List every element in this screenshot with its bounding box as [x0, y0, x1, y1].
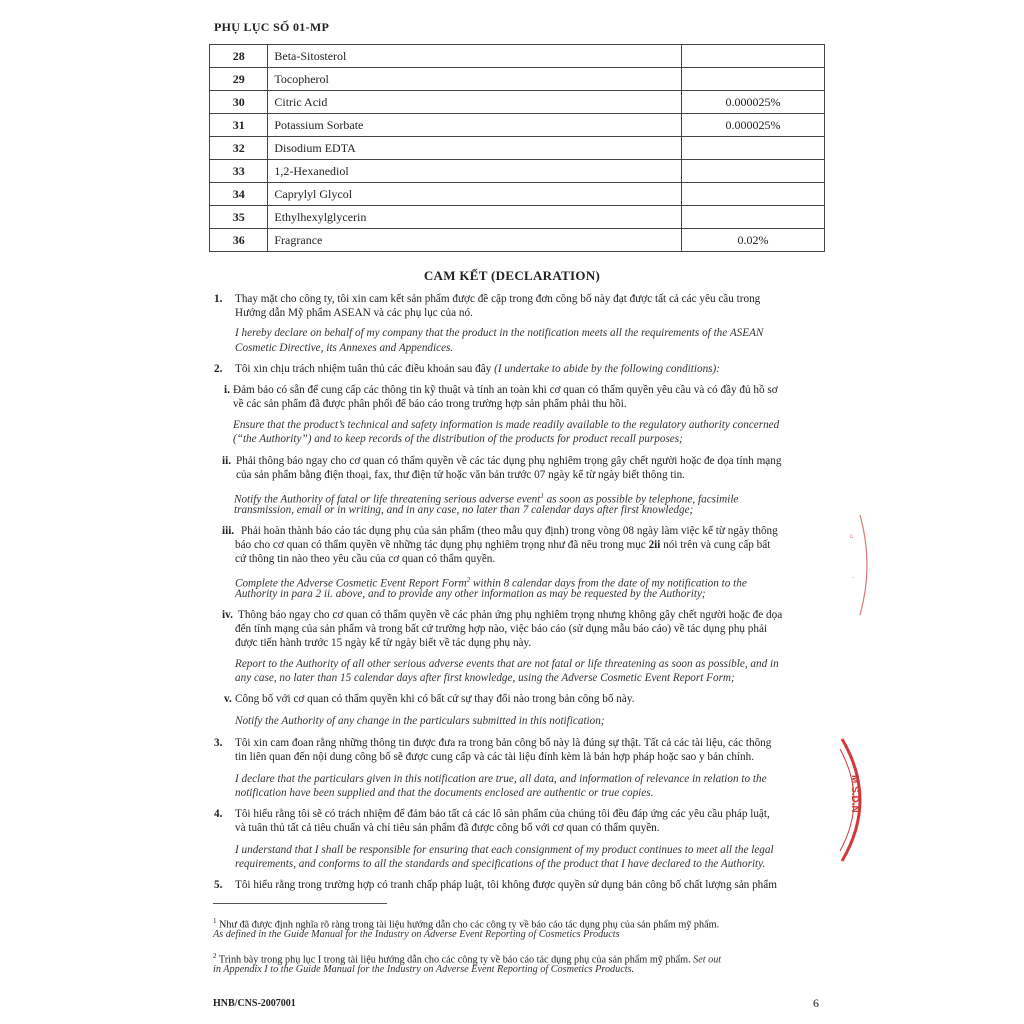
svg-text:·: ·	[852, 573, 855, 582]
table-row	[210, 183, 825, 206]
table-row	[210, 45, 825, 68]
sub-ii-en-line1: Notify the Authority of fatal or life threatening serious adverse event$^1$ as soon as possible by telephone, facsimile	[234, 492, 739, 506]
sub-iii-en-line2: Authority in para 2 ii. above, and to provide any other information as may be requested by the Authority;	[235, 588, 706, 600]
sub-iii-vi-line3: cứ thông tin nào theo yêu cầu của cơ quan có thẩm quyền.	[235, 553, 496, 565]
item-5-number: 5.	[214, 879, 223, 891]
sub-i-marker: i.	[224, 384, 230, 396]
sub-i-vi-line1: Đảm bảo có sẵn để cung cấp các thông tin kỹ thuật và tính an toàn khi cơ quan có thẩm quyền yêu cầu và có đầy đủ hồ sơ	[233, 384, 778, 396]
sub-i-en-line1: Ensure that the product’s technical and safety information is made readily available to the regulatory authority concerned	[233, 419, 780, 431]
appendix-header: PHỤ LỤC SỐ 01-MP	[214, 20, 330, 34]
item-2-en: (I undertake to abide by the following conditions):	[494, 363, 720, 375]
sub-v-vi: Công bố với cơ quan có thẩm quyền khi có bất cứ sự thay đổi nào trong bản công bố này.	[235, 693, 635, 705]
sub-i-vi-line2: về các sản phẩm đã được phân phối để báo cáo trong trường hợp sản phẩm phải thu hồi.	[233, 398, 627, 410]
sub-ii-marker: ii.	[222, 455, 232, 467]
sub-iv-marker: iv.	[222, 609, 233, 621]
ingredient-percent: 0.02%	[682, 229, 825, 252]
ingredient-name: Ethylhexylglycerin	[268, 206, 682, 229]
sub-iv-en-line1: Report to the Authority of all other serious adverse events that are not fatal or life threatening as soon as possible, and in	[235, 658, 779, 670]
item-1-en-line2: Cosmetic Directive, its Annexes and Appendices.	[235, 342, 454, 354]
sub-i-en-line2: (“the Authority”) and to keep records of the distribution of the products for product recall purposes;	[233, 433, 683, 445]
table-row	[210, 206, 825, 229]
item-3-en-line2: notification have been supplied and that the documents enclosed are authentic or true copies.	[235, 787, 654, 799]
ingredient-name: Caprylyl Glycol	[268, 183, 682, 206]
ingredient-percent: 0.000025%	[682, 91, 825, 114]
stamp-label: M.S.D.N	[849, 775, 860, 813]
footnote-1-vi: $^1$ Như đã được định nghĩa rõ ràng trong tài liệu hướng dẫn cho các công ty về báo cáo tác dụng phụ của sản phẩm mỹ phẩm.	[213, 917, 720, 931]
item-2-line	[235, 362, 720, 377]
ingredient-name: Disodium EDTA	[268, 137, 682, 160]
row-number: 29	[210, 68, 268, 91]
sub-iv-en-line2: any case, no later than 15 calendar days after first knowledge, using the Adverse Cosmetic Event Report Form;	[235, 672, 735, 684]
row-number: 31	[210, 114, 268, 137]
sub-iii-vi-line1: Phải hoàn thành báo cáo tác dụng phụ của sản phẩm (theo mẫu quy định) trong vòng 08 ngày làm việc kể từ ngày thông	[241, 525, 778, 537]
sub-iv-vi-line2: đến tính mạng của sản phẩm và trong bất cứ trường hợp nào, việc báo cáo (sử dụng mẫu báo cáo) về tác dụng phụ phải	[235, 623, 768, 635]
ingredient-name: Potassium Sorbate	[268, 114, 682, 137]
item-5-vi: Tôi hiểu rằng trong trường hợp có tranh chấp pháp luật, tôi không được quyền sử dụng bản công bố chất lượng sản phẩm	[235, 879, 777, 891]
table-row	[210, 229, 825, 252]
ingredient-percent	[682, 45, 825, 68]
item-4-number: 4.	[214, 808, 223, 820]
footnote-divider	[213, 903, 387, 904]
svg-text:ᶜ: ᶜ	[850, 532, 854, 542]
ingredient-name: Citric Acid	[268, 91, 682, 114]
row-number: 32	[210, 137, 268, 160]
item-3-en-line1: I declare that the particulars given in this notification are true, all data, and information of relevance in relation to the	[235, 773, 767, 785]
ingredient-name: Beta-Sitosterol	[268, 45, 682, 68]
row-number: 36	[210, 229, 268, 252]
row-number: 30	[210, 91, 268, 114]
stamp-top-fragment	[840, 510, 870, 620]
item-4-vi-line1: Tôi hiểu rằng tôi sẽ có trách nhiệm để đảm bảo tất cả các lô sản phẩm của chúng tôi đều đáp ứng các yêu cầu pháp luật,	[235, 808, 770, 820]
footnote-2-en: in Appendix I to the Guide Manual for the Industry on Adverse Event Reporting of Cosmetics Products.	[213, 964, 635, 975]
ingredient-percent	[682, 183, 825, 206]
sub-iii-vi-line2: báo cho cơ quan có thẩm quyền về những tác dụng phụ nghiêm trọng như đã nêu trong mục 2ii nói trên và cung cấp bất	[235, 539, 771, 551]
page-number: 6	[813, 996, 819, 1010]
sub-ii-vi-line2: của sản phẩm bằng điện thoại, fax, thư điện tử hoặc văn bản trước 07 ngày kể từ ngày biết thông tin.	[236, 469, 685, 481]
table-row	[210, 91, 825, 114]
sub-ii-en-line2: transmission, email or in writing, and in any case, no later than 7 calendar days after first knowledge;	[234, 504, 694, 516]
sub-iii-en-line1: Complete the Adverse Cosmetic Event Report Form$^2$ within 8 calendar days from the date of my notification to the	[235, 576, 747, 590]
item-1-vi-line1: Thay mặt cho công ty, tôi xin cam kết sản phẩm được đề cập trong đơn công bố này đạt được tất cả các yêu cầu trong	[235, 293, 761, 305]
ingredient-percent	[682, 206, 825, 229]
stamp-msdn	[838, 735, 874, 865]
sub-iii-marker: iii.	[222, 525, 235, 537]
sub-iv-vi-line1: Thông báo ngay cho cơ quan có thẩm quyền về các phản ứng phụ nghiêm trọng nhưng không gây chết người hoặc đe dọa	[238, 609, 783, 621]
ingredients-table	[209, 44, 825, 252]
item-3-number: 3.	[214, 737, 223, 749]
footnote-1-en: As defined in the Guide Manual for the Industry on Adverse Event Reporting of Cosmetics Products	[213, 929, 620, 940]
item-1-en-line1: I hereby declare on behalf of my company that the product in the notification meets all the requirements of the ASEAN	[235, 327, 764, 339]
footnote-2-vi: $^2$ Trình bày trong phụ lục I trong tài liệu hướng dẫn cho các công ty về báo cáo tác dụng phụ của sản phẩm mỹ phẩm. Set out	[213, 952, 722, 966]
row-number: 28	[210, 45, 268, 68]
ingredient-percent	[682, 160, 825, 183]
ingredient-percent	[682, 137, 825, 160]
item-4-en-line2: requirements, and conforms to all the standards and specifications of the product that I have declared to the Authority.	[235, 858, 766, 870]
item-3-vi-line1: Tôi xin cam đoan rằng những thông tin được đưa ra trong bản công bố này là đúng sự thật. Tất cả các tài liệu, các thông	[235, 737, 772, 749]
ingredient-percent: 0.000025%	[682, 114, 825, 137]
item-4-en-line1: I understand that I shall be responsible for ensuring that each consignment of my product continues to meet all the legal	[235, 844, 774, 856]
sub-v-marker: v.	[224, 693, 232, 705]
item-1-number: 1.	[214, 293, 223, 305]
document-code: HNB/CNS-2007001	[213, 998, 296, 1009]
item-2-vi: Tôi xin chịu trách nhiệm tuân thủ các điều khoản sau đây	[235, 363, 492, 375]
item-2-number: 2.	[214, 363, 223, 375]
ingredient-percent	[682, 68, 825, 91]
ingredient-name: Tocopherol	[268, 68, 682, 91]
item-3-vi-line2: tin liên quan đến nội dung công bố sẽ được cung cấp và các tài liệu đính kèm là bản hợp pháp hoặc sao y bản chính.	[235, 751, 755, 763]
table-row	[210, 68, 825, 91]
sub-iv-vi-line3: được tiến hành trước 15 ngày kể từ ngày biết về tác dụng phụ này.	[235, 637, 532, 649]
table-row	[210, 114, 825, 137]
declaration-title: CAM KẾT (DECLARATION)	[423, 268, 601, 283]
row-number: 34	[210, 183, 268, 206]
ingredient-name: Fragrance	[268, 229, 682, 252]
row-number: 35	[210, 206, 268, 229]
table-row	[210, 137, 825, 160]
sub-ii-vi-line1: Phải thông báo ngay cho cơ quan có thẩm quyền về các tác dụng phụ nghiêm trọng gây chết người hoặc đe dọa tính mạng	[236, 455, 782, 467]
ingredient-name: 1,2-Hexanediol	[268, 160, 682, 183]
row-number: 33	[210, 160, 268, 183]
item-1-vi-line2: Hướng dẫn Mỹ phẩm ASEAN và các phụ lục của nó.	[235, 307, 473, 319]
item-4-vi-line2: và tuân thủ tất cả tiêu chuẩn và chỉ tiêu sản phẩm đã được công bố với cơ quan có thẩm quyền.	[235, 822, 660, 834]
table-row	[210, 160, 825, 183]
sub-v-en: Notify the Authority of any change in the particulars submitted in this notification;	[235, 715, 605, 727]
